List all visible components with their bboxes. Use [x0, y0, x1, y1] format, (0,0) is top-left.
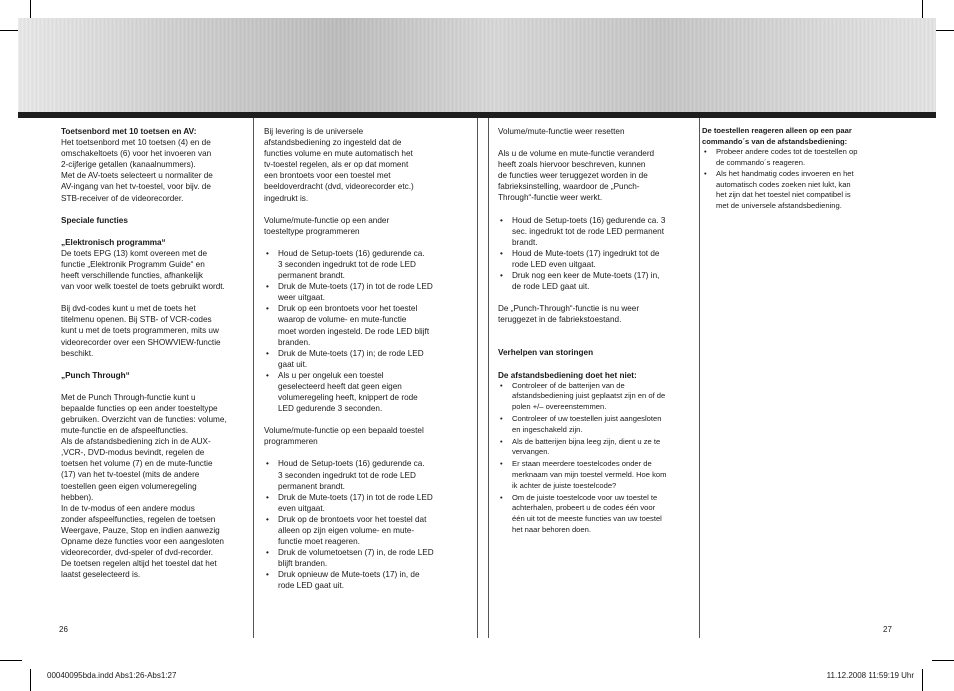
heading-program-other-device: Volume/mute-functie op een ander toesteltype programmeren	[264, 215, 390, 236]
text-punch-through: Met de Punch Through-functie kunt u bepaalde functies op een ander toesteltype gebruiken. Overzicht van de functies: volume, mute-functie en de afspeelfuncties. Als de afstandsbediening zich in de AUX- ,VCR-, DVD-modus bevindt, regelen de toetsen het volume (7) en de mute-functie (17) van het tv-toestel (mits de andere toestellen geen eigen volumeregeling hebben). In de tv-modus of een andere modus zonder afspeelfuncties, regelen de toetsen Weergave, Pauze, Stop en indien aanwezig Opname deze functies voor een aangesloten videorecorder, dvd-speler of dvd-recorder. De toetsen regelen altijd het toestel dat het laatst geselecteerd is.	[61, 392, 227, 580]
crop-mark	[922, 669, 923, 691]
text-intro: Bij levering is de universele afstandsbediening zo ingesteld dat de functies volume en mute automatisch het tv-toestel regelen, als er op dat moment een brontoets voor een toestel met beeldoverdracht (dvd, videorecorder etc.) ingedrukt is.	[264, 127, 414, 203]
list-item: • Er staan meerdere toestelcodes onder de merknaam van mijn toestel vermeld. Hoe kom ik achter de juiste toestelcode?	[498, 459, 694, 491]
column-2	[264, 126, 464, 603]
section-epg	[61, 237, 257, 292]
page-number-left: 26	[59, 625, 68, 634]
list-item: • Druk de Mute-toets (17) in tot de rode LED even uitgaat.	[264, 492, 464, 514]
list-item: • Houd de Mute-toets (17) ingedrukt tot de rode LED even uitgaat.	[498, 248, 694, 270]
text-epg: De toets EPG (13) komt overeen met de functie „Elektronik Programm Guide“ en heeft verschillende functies, afhankelijk van voor welk toestel de toets gebruikt wordt.	[61, 248, 225, 292]
list-item: • Controleer of uw toestellen juist aangesloten en ingeschakeld zijn.	[498, 414, 694, 436]
heading-program-specific-device: Volume/mute-functie op een bepaald toestel programmeren	[264, 426, 424, 447]
list-item: • Om de juiste toestelcode voor uw toestel te achterhalen, probeert u de codes één voor één uit tot de meeste functies van uw toestel het naar behoren doen.	[498, 493, 694, 536]
steps-troubleshooting	[498, 381, 694, 536]
section-keypad	[61, 126, 257, 204]
column-divider	[477, 118, 478, 638]
list-item: • Druk de Mute-toets (17) in tot de rode LED weer uitgaat.	[264, 281, 464, 303]
list-item: • Druk opnieuw de Mute-toets (17) in, de rode LED gaat uit.	[264, 569, 464, 591]
heading-keypad: Toetsenbord met 10 toetsen en AV:	[61, 127, 197, 136]
list-item: • Druk op de brontoets voor het toestel dat alleen op zijn eigen volume- en mute- functie moet reageren.	[264, 514, 464, 547]
list-item: • Controleer of de batterijen van de afstandsbediening juist geplaatst zijn en of de polen +/– overeenstemmen.	[498, 381, 694, 413]
steps-reset	[498, 215, 694, 293]
brushed-metal-header	[18, 18, 936, 112]
heading-remote-not-working: De afstandsbediening doet het niet:	[498, 370, 637, 380]
heading-punch-through: „Punch Through“	[61, 370, 130, 380]
crop-mark	[932, 660, 954, 661]
list-item: • Druk de Mute-toets (17) in; de rode LED gaat uit.	[264, 348, 464, 370]
column-1	[61, 126, 257, 591]
list-item: • Houd de Setup-toets (16) gedurende ca. 3 sec. ingedrukt tot de rode LED permanent brandt.	[498, 215, 694, 248]
column-3	[498, 126, 694, 547]
crop-mark	[30, 669, 31, 691]
list-item: • Houd de Setup-toets (16) gedurende ca. 3 seconden ingedrukt tot de rode LED permanent brandt.	[264, 458, 464, 491]
text-keypad: Het toetsenbord met 10 toetsen (4) en de omschakeltoets (6) voor het invoeren van 2-cijferige getallen (kanaalnummers). Met de AV-toets selecteert u normaliter de AV-ingang van het tv-toestel, voor bijv. de STB-receiver of de videorecorder.	[61, 138, 213, 203]
steps-partial-response	[702, 147, 902, 211]
heading-special-functions: Speciale functies	[61, 215, 128, 225]
footer-file-info: 00040095bda.indd Abs1:26-Abs1:27	[47, 671, 177, 680]
heading-epg: „Elektronisch programma“	[61, 237, 166, 247]
list-item: • Druk nog een keer de Mute-toets (17) in, de rode LED gaat uit.	[498, 270, 694, 292]
list-item: • Druk op een brontoets voor het toestel waarop de volume- en mute-functie moet worden ingesteld. De rode LED blijft branden.	[264, 303, 464, 347]
list-item: • Als de batterijen bijna leeg zijn, dient u ze te vervangen.	[498, 437, 694, 459]
page-number-right: 27	[883, 625, 892, 634]
crop-mark	[0, 660, 22, 661]
column-divider	[699, 118, 700, 638]
footer-timestamp: 11.12.2008 11:59:19 Uhr	[826, 671, 914, 680]
text-reset-done: De „Punch-Through“-functie is nu weer teruggezet in de fabriekstoestand.	[498, 304, 640, 325]
list-item: • Probeer andere codes tot de toestellen op de commando´s reageren.	[702, 147, 902, 168]
heading-troubleshooting: Verhelpen van storingen	[498, 348, 594, 358]
steps-program-specific-device	[264, 458, 464, 591]
heading-partial-response: De toestellen reageren alleen op een paar commando´s van de afstandsbediening:	[702, 126, 852, 146]
text-reset: Als u de volume en mute-functie veranderd heeft zoals hiervoor beschreven, kunnen de functies weer teruggezet worden in de fabrieksinstelling, waardoor de „Punch- Through“-functie weer werkt.	[498, 149, 655, 203]
list-item: • Druk de volumetoetsen (7) in, de rode LED blijft branden.	[264, 547, 464, 569]
list-item: • Als u per ongeluk een toestel geselecteerd heeft dat geen eigen volumeregeling heeft, knippert de rode LED gedurende 3 seconden.	[264, 370, 464, 414]
list-item: • Als het handmatig codes invoeren en het automatisch codes zoeken niet lukt, kan het zijn dat het toestel niet compatibel is met de universele afstandsbediening.	[702, 169, 902, 212]
column-divider	[488, 118, 489, 638]
list-item: • Houd de Setup-toets (16) gedurende ca. 3 seconden ingedrukt tot de rode LED permanent brandt.	[264, 248, 464, 281]
steps-program-other-device	[264, 248, 464, 414]
heading-reset: Volume/mute-functie weer resetten	[498, 127, 625, 136]
column-4	[702, 126, 902, 223]
text-dvd-codes: Bij dvd-codes kunt u met de toets het titelmenu openen. Bij STB- of VCR-codes kunt u met de toets programmeren, mits uw videorecorder over een SHOWVIEW-functie beschikt.	[61, 304, 221, 358]
